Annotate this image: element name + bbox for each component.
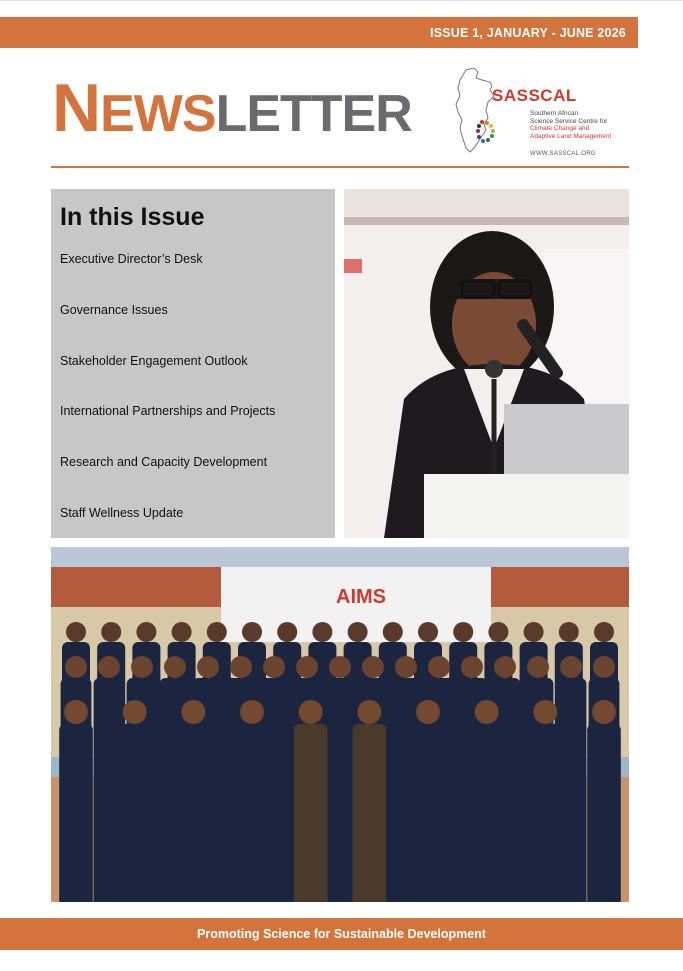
logo-subtitle-line: Science Service Centre for	[530, 117, 608, 125]
person-head	[461, 656, 483, 678]
person-figure	[587, 724, 621, 902]
person-head	[263, 656, 285, 678]
footer-bar	[0, 918, 683, 950]
toc-heading: In this Issue	[60, 203, 205, 231]
person-figure	[235, 724, 269, 902]
person-figure	[411, 724, 445, 902]
logo-website: WWW.SASSCAL.ORG	[530, 151, 596, 157]
person-figure	[294, 724, 328, 902]
person-head	[242, 622, 262, 642]
issue-bar	[0, 17, 638, 48]
toc-item[interactable]: Research and Capacity Development	[60, 455, 268, 470]
person-head	[181, 700, 205, 724]
group-photo	[51, 547, 629, 902]
footer-tagline: Promoting Science for Sustainable Development	[197, 927, 486, 941]
person-head	[98, 656, 120, 678]
newsletter-masthead	[52, 70, 412, 146]
person-figure	[470, 724, 504, 902]
person-head	[416, 700, 440, 724]
person-head	[593, 656, 615, 678]
person-head	[329, 656, 351, 678]
person-figure	[353, 724, 387, 902]
masthead-news: EWS	[100, 85, 216, 143]
toc-list	[60, 252, 335, 557]
person-head	[594, 622, 614, 642]
person-head	[475, 700, 499, 724]
masthead-initial: N	[52, 70, 101, 146]
speaker-photo	[344, 189, 629, 538]
header-divider	[51, 166, 629, 168]
person-head	[230, 656, 252, 678]
logo-subtitle-line: Climate Change and	[530, 125, 590, 133]
person-head	[172, 622, 192, 642]
person-head	[348, 622, 368, 642]
person-head	[207, 622, 227, 642]
toc-item[interactable]: Governance Issues	[60, 302, 168, 317]
person-head	[101, 622, 121, 642]
person-head	[64, 700, 88, 724]
person-head	[357, 700, 381, 724]
person-head	[418, 622, 438, 642]
issue-label: ISSUE 1, JANUARY - JUNE 2026	[430, 25, 626, 40]
person-head	[494, 656, 516, 678]
person-figure	[118, 724, 152, 902]
person-head	[362, 656, 384, 678]
top-rule	[0, 0, 683, 1]
person-figure	[177, 724, 211, 902]
person-head	[164, 656, 186, 678]
logo-subtitle-line: Adaptive Land Management	[530, 132, 612, 140]
group-banner-text: AIMS	[336, 586, 386, 608]
person-head	[296, 656, 318, 678]
person-head	[383, 622, 403, 642]
masthead-letter: LETTER	[215, 85, 412, 143]
person-head	[527, 656, 549, 678]
person-head	[197, 656, 219, 678]
toc-item[interactable]: Executive Director’s Desk	[60, 252, 203, 266]
person-head	[65, 656, 87, 678]
person-head	[395, 656, 417, 678]
person-head	[428, 656, 450, 678]
person-head	[66, 622, 86, 642]
person-head	[533, 700, 557, 724]
toc-item[interactable]: International Partnerships and Projects	[60, 404, 276, 419]
logo-subtitle-line: Southern African	[530, 110, 579, 117]
person-head	[240, 700, 264, 724]
person-head	[524, 622, 544, 642]
logo-name: SASSCAL	[492, 86, 577, 105]
person-head	[312, 622, 332, 642]
person-head	[488, 622, 508, 642]
person-head	[560, 656, 582, 678]
person-figure	[529, 724, 563, 902]
person-head	[559, 622, 579, 642]
in-this-issue-box	[51, 189, 335, 538]
person-head	[299, 700, 323, 724]
logo-subtitle	[530, 110, 630, 140]
person-head	[123, 700, 147, 724]
toc-item[interactable]: Staff Wellness Update	[60, 505, 184, 520]
person-figure	[59, 724, 93, 902]
person-head	[592, 700, 616, 724]
toc-item[interactable]: Stakeholder Engagement Outlook	[60, 353, 248, 368]
person-head	[131, 656, 153, 678]
person-head	[136, 622, 156, 642]
person-head	[277, 622, 297, 642]
person-figure	[325, 678, 356, 902]
person-head	[453, 622, 473, 642]
